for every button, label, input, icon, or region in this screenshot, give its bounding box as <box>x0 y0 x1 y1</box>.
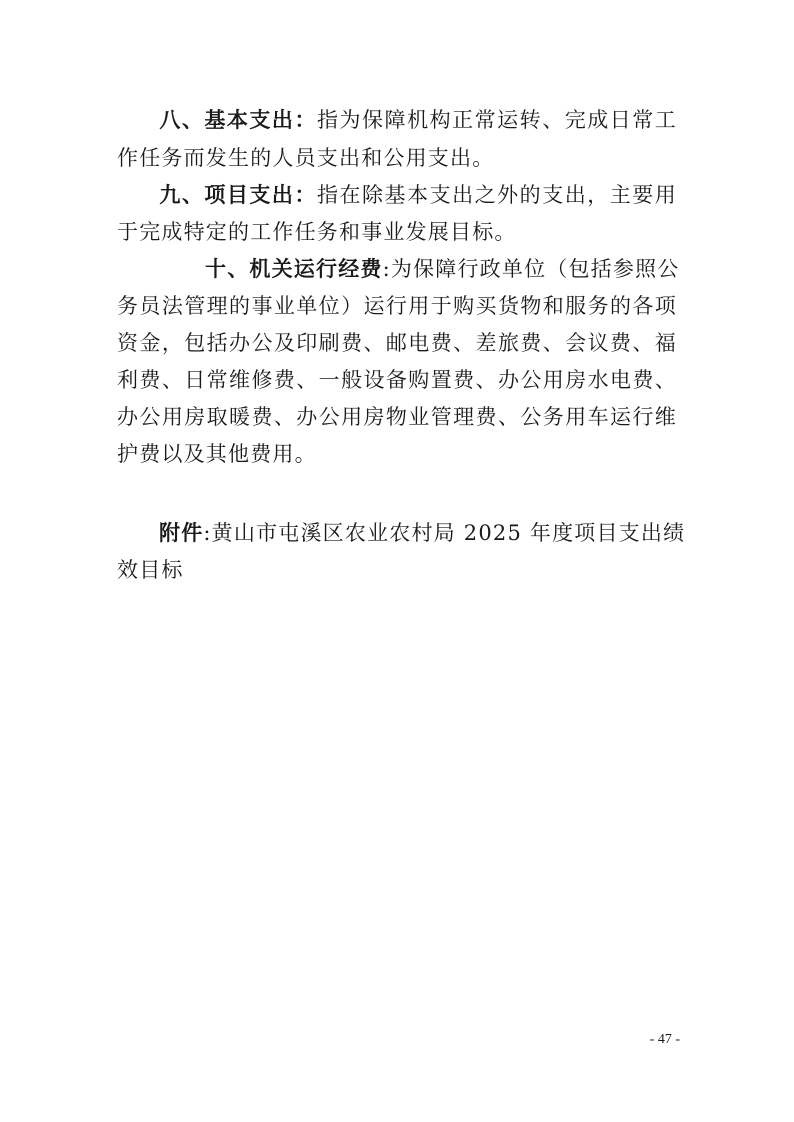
text-operating-funds-1: :为保障行政单位（包括参照公 <box>382 257 680 281</box>
paragraph-basic-expenditure-line-1 <box>117 100 677 140</box>
attachment-title-2: 效目标 <box>117 558 184 582</box>
text-operating-funds-6: 护费以及其他费用。 <box>117 442 317 466</box>
paragraph-basic-expenditure-line-2 <box>117 138 677 178</box>
text-basic-expenditure-1: 指为保障机构正常运转、完成日常工 <box>316 108 678 132</box>
attachment-title-1: :黄山市屯溪区农业农村局 2025 年度项目支出绩 <box>203 521 686 545</box>
paragraph-project-expenditure-line-2 <box>117 212 677 252</box>
text-operating-funds-3: 资金，包括办公及印刷费、邮电费、差旅费、会议费、福 <box>117 331 677 355</box>
attachment-line-1 <box>117 513 686 553</box>
paragraph-project-expenditure-line-1 <box>117 175 677 215</box>
text-basic-expenditure-2: 作任务而发生的人员支出和公用支出。 <box>117 146 495 170</box>
paragraph-operating-funds-line-5 <box>117 397 677 437</box>
paragraph-operating-funds-line-2 <box>117 286 677 326</box>
heading-operating-funds: 十、机关运行经费 <box>205 257 383 281</box>
heading-project-expenditure: 九、项目支出： <box>159 183 317 207</box>
paragraph-operating-funds-line-3 <box>117 323 677 363</box>
paragraph-operating-funds-line-4 <box>117 360 677 400</box>
paragraph-operating-funds-line-6 <box>117 434 677 474</box>
text-project-expenditure-1: 指在除基本支出之外的支出，主要用 <box>316 183 678 207</box>
text-operating-funds-4: 利费、日常维修费、一般设备购置费、办公用房水电费、 <box>117 368 677 392</box>
paragraph-operating-funds-line-1 <box>117 249 680 289</box>
attachment-label: 附件 <box>159 521 204 545</box>
heading-basic-expenditure: 八、基本支出： <box>159 108 317 132</box>
text-project-expenditure-2: 于完成特定的工作任务和事业发展目标。 <box>117 220 517 244</box>
text-operating-funds-5: 办公用房取暖费、办公用房物业管理费、公务用车运行维 <box>117 405 677 429</box>
text-operating-funds-2: 务员法管理的事业单位）运行用于购买货物和服务的各项 <box>117 294 677 318</box>
attachment-line-2 <box>117 550 677 590</box>
page-number: - 47 - <box>649 1032 680 1047</box>
